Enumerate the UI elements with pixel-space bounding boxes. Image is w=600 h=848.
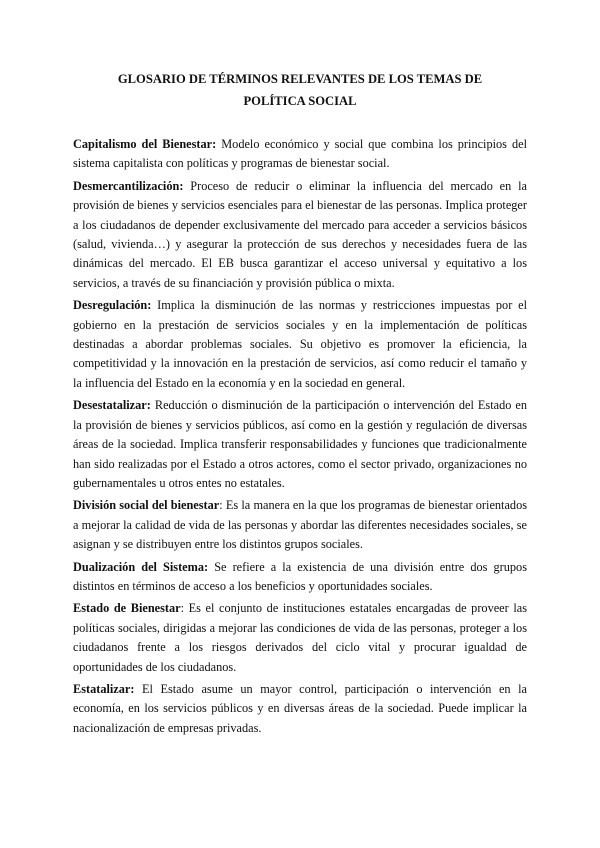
glossary-definition: : Es el conjunto de instituciones estatales encargadas de proveer las políticas sociales, dirigidas a mejorar las condiciones de vida de las personas, proteger a los ciudadanos frente a los riesgos derivados del ciclo vital y procurar igualdad de oportunidades de los ciudadanos. [73, 601, 527, 674]
glossary-entry [73, 558, 527, 597]
glossary-entry [73, 599, 527, 677]
glossary-definition: Implica la disminución de las normas y restricciones impuestas por el gobierno en la prestación de servicios sociales y en la implementación de políticas destinadas a abordar problemas sociales. Su objetivo es promover la eficiencia, la competitividad y la innovación en la prestación de servicios, así como reducir el tamaño y la influencia del Estado en la economía y en la sociedad en general. [73, 298, 527, 390]
glossary-term: Desregulación: [73, 298, 152, 313]
glossary-entry [73, 177, 527, 293]
glossary-term: Dualización del Sistema: [73, 559, 209, 574]
document-title: GLOSARIO DE TÉRMINOS RELEVANTES DE LOS TEMAS DE POLÍTICA SOCIAL [117, 72, 483, 108]
glossary-entry [73, 135, 527, 174]
glossary-definition: Reducción o disminución de la participación o intervención del Estado en la provisión de bienes y servicios públicos, así como en la gestión y regulación de diversas áreas de la sociedad. Implica transferir responsabilidades y funciones que tradicionalmente han sido realizadas por el Estado a otros actores, como el sector privado, organizaciones no gubernamentales u otros entes no estatales. [73, 398, 527, 490]
glossary-term: División social del bienestar [73, 498, 220, 513]
glossary-entry [73, 496, 527, 554]
glossary-definition: Se refiere a la existencia de una división entre dos grupos distintos en términos de acceso a los beneficios y oportunidades sociales. [73, 559, 527, 593]
glossary-term: Desmercantilización: [73, 178, 184, 193]
glossary-definition: Proceso de reducir o eliminar la influencia del mercado en la provisión de bienes y servicios esenciales para el bienestar de las personas. Implica proteger a los ciudadanos de depender exclusivamente del mercado para acceder a servicios básicos (salud, vivienda…) y asegurar la protección de sus derechos y necesidades fuera de las dinámicas del mercado. El EB busca garantizar el acceso universal y equitativo a los servicios, a través de su financiación y provisión pública o mixta. [73, 178, 527, 290]
glossary-entry [73, 296, 527, 393]
glossary-definition: Modelo económico y social que combina los principios del sistema capitalista con políticas y programas de bienestar social. [73, 137, 528, 171]
glossary-term: Capitalismo del Bienestar: [73, 137, 217, 151]
glossary-term: Estatalizar: [73, 681, 135, 696]
glossary-definition: : Es la manera en la que los programas de bienestar orientados a mejorar la calidad de vida de las personas y abordar las diferentes necesidades sociales, se asignan y se distribuyen entre los distintos grupos sociales. [73, 498, 528, 552]
glossary-entry [73, 396, 527, 493]
glossary-term: Estado de Bienestar [73, 601, 181, 616]
glossary-definition: El Estado asume un mayor control, participación o intervención en la economía, en los servicios públicos y en diversas áreas de la sociedad. Puede implicar la nacionalización de empresas privadas. [73, 681, 527, 735]
glossary-entry [73, 680, 527, 738]
glossary-term: Desestatalizar: [73, 398, 151, 413]
